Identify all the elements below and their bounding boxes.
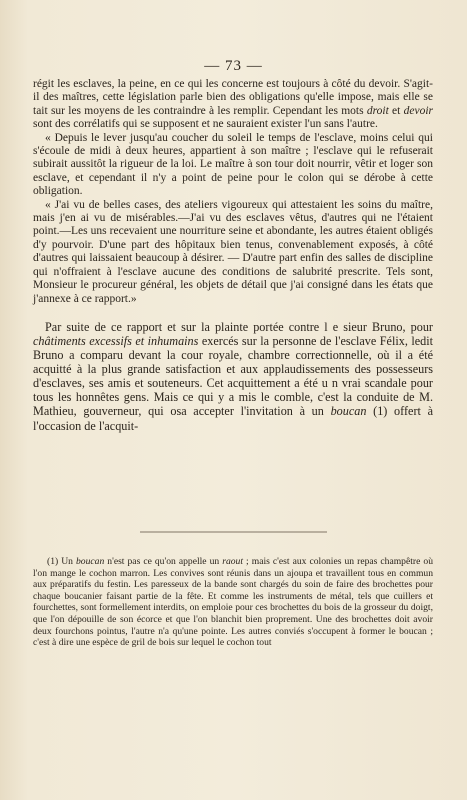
main-text	[33, 78, 433, 433]
paragraph-1: régit les esclaves, la peine, en ce qui les concerne est toujours à côté du devoir. S'agit-il des maîtres, cette législation parle bien des obligations qu'elle impose, mais elle se tait sur les moyens de les contraindre à les remplir. Cependant les mots droit et devoir sont des corrélatifs qui se supposent et ne sauraient exister l'un sans l'autre.	[33, 78, 433, 131]
footnote-separator	[0, 526, 467, 538]
paragraph-3: « J'ai vu de belles cases, des ateliers vigoureux qui attestaient les soins du maître, mais j'en ai vu de misérables.—J'ai vu des esclaves vêtus, d'autres qui ne l'étaient point.—Les uns recevaient une nourriture seine et abondante, les autres étaient obligés d'y pourvoir. D'une part des hôpitaux bien tenus, convenablement exposés, à côté d'autres qui laissaient beaucoup à désirer. — D'autre part enfin des salles de discipline qui n'offraient à l'esclave aucune des conditions de salubrité prescrite. Tels sont, Monsieur le procureur général, les objets de détail que j'ai consigné dans les états que j'annexe à ce rapport.»	[33, 198, 433, 305]
paragraph-gap	[33, 306, 433, 320]
footnote-1: (1) Un boucan n'est pas ce qu'on appelle un raout ; mais c'est aux colonies un repas champêtre où l'on mange le cochon marron. Les convives sont réunis dans un ajoupa et travaillent tous en commun aux préparatifs du festin. Les paresseux de la bande sont chargés du soin de faire des brochettes pour chaque boucanier faisant partie de la fête. Et comme les instruments de métal, tels que cuillers et fourchettes, sont formellement interdits, on emploie pour ces brochettes du bois de la grosseur du doigt, que l'on dépouille de son écorce et que l'on blanchit bien proprement. Une des brochettes doit avoir deux fourchons pointus, l'autre n'a qu'une pointe. Les autres conviés s'occupent à former le boucan ; c'est à dire une espèce de gril de bois sur lequel le cochon tout	[33, 556, 433, 649]
paragraph-4: Par suite de ce rapport et sur la plainte portée contre l e sieur Bruno, pour châtiments excessifs et inhumains exercés sur la personne de l'esclave Félix, ledit Bruno a comparu devant la cour royale, chambre correctionnelle, où il a été acquitté à la plus grande satisfaction et aux applaudissements des possesseurs d'esclaves, ses amis et souteneurs. Cet acquittement a été u n vrai scandale pour tous les honnêtes gens. Mais ce qui y a mis le comble, c'est la conduite de M. Mathieu, gouverneur, qui osa accepter l'invitation à un boucan (1) offert à l'occasion de l'acquit-	[33, 319, 433, 433]
page-number: — 73 —	[204, 58, 263, 74]
paragraph-2: « Depuis le lever jusqu'au coucher du soleil le temps de l'esclave, moins celui qui s'écoule de midi à deux heures, appartient à son maître ; l'esclave qui le refuserait subirait aussitôt la rigueur de la loi. Le maître à son tour doit nourrir, vêtir et loger son esclave, et cependant il n'y a point de peine pour le colon qui se dérobe à cette obligation.	[33, 131, 433, 198]
footnotes	[33, 556, 433, 649]
